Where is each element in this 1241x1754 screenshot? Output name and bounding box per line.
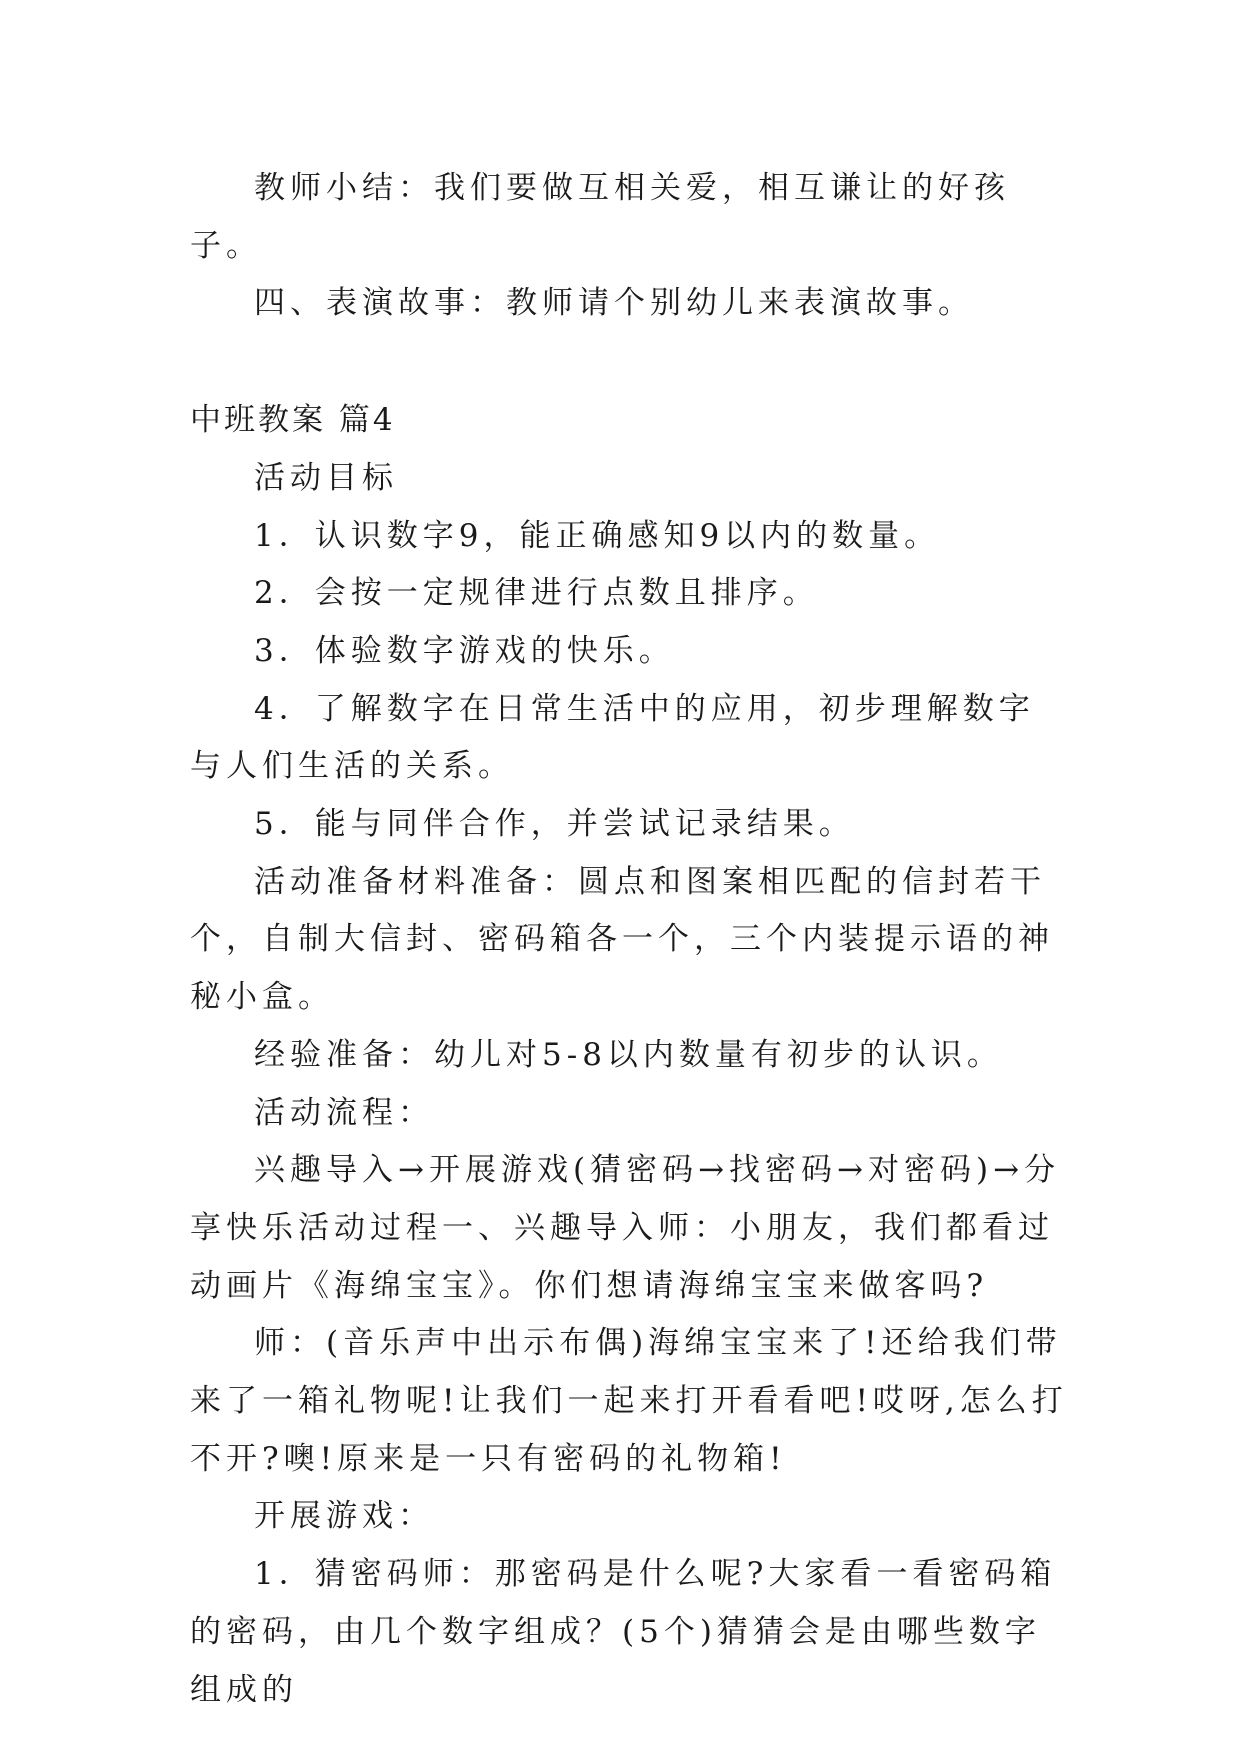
paragraph: 3．体验数字游戏的快乐。 bbox=[254, 632, 675, 669]
paragraph: 活动流程： bbox=[254, 1094, 434, 1131]
paragraph: 经验准备：幼儿对5-8以内数量有初步的认识。 bbox=[254, 1036, 1003, 1073]
section-title: 中班教案 篇4 bbox=[190, 402, 396, 439]
paragraph: 活动准备材料准备：圆点和图案相匹配的信封若干个，自制大信封、密码箱各一个，三个内装提示语的神秘小盒。 bbox=[190, 863, 1054, 1016]
paragraph: 1．猜密码师：那密码是什么呢?大家看一看密码箱的密码，由几个数字组成？(5个)猜猜会是由哪些数字组成的 bbox=[190, 1556, 1057, 1708]
document-body bbox=[190, 160, 1070, 1719]
paragraph: 1．认识数字9，能正确感知9以内的数量。 bbox=[254, 517, 941, 554]
paragraph: 教师小结：我们要做互相关爱，相互谦让的好孩子。 bbox=[190, 170, 1010, 264]
paragraph: 5．能与同伴合作，并尝试记录结果。 bbox=[254, 806, 855, 843]
paragraph: 4．了解数字在日常生活中的应用，初步理解数字与人们生活的关系。 bbox=[190, 690, 1035, 785]
paragraph: 开展游戏： bbox=[254, 1498, 434, 1535]
paragraph: 四、表演故事：教师请个别幼儿来表演故事。 bbox=[254, 285, 974, 322]
paragraph: 师：(音乐声中出示布偶)海绵宝宝来了!还给我们带来了一箱礼物呢!让我们一起来打开看看吧!哎呀,怎么打不开?噢!原来是一只有密码的礼物箱! bbox=[190, 1325, 1068, 1477]
paragraph: 兴趣导入→开展游戏(猜密码→找密码→对密码)→分享快乐活动过程一、兴趣导入师：小朋友，我们都看过动画片《海绵宝宝》。你们想请海绵宝宝来做客吗? bbox=[190, 1152, 1061, 1304]
section-spacer bbox=[190, 333, 1070, 392]
paragraph: 2．会按一定规律进行点数且排序。 bbox=[254, 575, 819, 612]
paragraph: 活动目标 bbox=[254, 459, 398, 496]
